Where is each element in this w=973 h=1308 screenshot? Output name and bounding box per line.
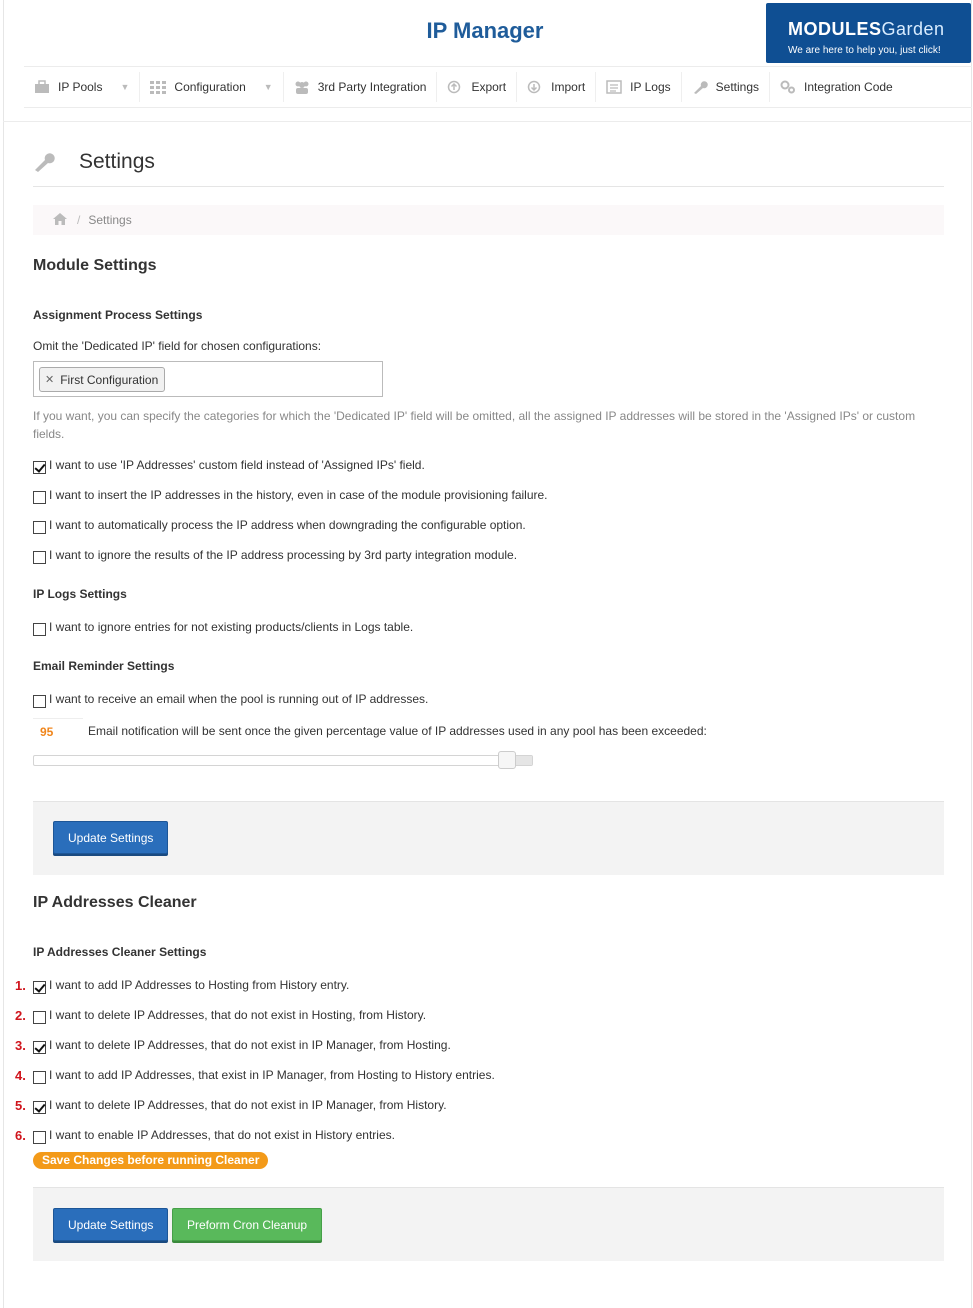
module-settings-heading: Module Settings [33,257,157,274]
main-nav [24,66,972,108]
percentage-label: Email notification will be sent once the given percentage value of IP addresses used in any pool has been exceeded: [88,724,707,738]
checkbox[interactable] [33,623,46,636]
update-settings-button[interactable]: Update Settings [53,821,168,854]
nav-configuration[interactable]: Configuration ▼ [140,72,283,102]
cleaner-actions [33,1187,944,1261]
export-icon [447,80,463,94]
checkbox[interactable] [33,491,46,504]
email-reminder-heading: Email Reminder Settings [33,659,175,673]
chevron-down-icon: ▼ [120,82,130,92]
nav-ip-pools[interactable]: IP Pools ▼ [24,72,140,102]
module-settings-actions [33,801,944,875]
checkbox[interactable] [33,1131,46,1144]
checkbox[interactable] [33,695,46,708]
breadcrumb-current: Settings [88,213,132,227]
list-icon [606,80,622,94]
checkbox[interactable] [33,551,46,564]
nav-integration-code[interactable]: Integration Code [770,72,903,102]
percentage-slider[interactable] [33,755,533,766]
slider-handle[interactable] [498,751,516,769]
slider-fill [516,756,532,765]
grid-icon [150,80,166,94]
cron-cleanup-button[interactable]: Preform Cron Cleanup [172,1208,322,1241]
nav-ip-logs[interactable]: IP Logs [596,72,681,102]
nav-export[interactable]: Export [437,72,517,102]
logo-wordmark: MODULESGarden [788,19,945,39]
checkbox[interactable] [33,981,46,994]
import-icon [527,80,543,94]
check-ignore-3rd-party-results[interactable]: I want to ignore the results of the IP address processing by 3rd party integration module. [33,546,517,564]
nav-3rd-party-integration[interactable]: 3rd Party Integration [284,72,438,102]
step-number: 5. [15,1098,26,1113]
page-title: Settings [79,150,155,173]
app-title: IP Manager [426,18,544,43]
cleaner-update-settings-button[interactable]: Update Settings [53,1208,168,1241]
cogs-icon [780,80,796,94]
warning-badge: Save Changes before running Cleaner [33,1152,268,1169]
step-number: 3. [15,1038,26,1053]
pools-icon [34,80,50,94]
check-cleaner-3[interactable]: I want to delete IP Addresses, that do not exist in IP Manager, from Hosting. [33,1036,451,1054]
check-cleaner-1[interactable]: I want to add IP Addresses to Hosting from History entry. [33,976,349,994]
breadcrumb: / Settings [33,205,944,235]
users-icon [294,80,310,94]
ip-cleaner-heading: IP Addresses Cleaner [33,894,197,911]
checkbox[interactable] [33,521,46,534]
check-email-pool-running-out[interactable]: I want to receive an email when the pool is running out of IP addresses. [33,690,428,708]
check-cleaner-4[interactable]: I want to add IP Addresses, that exist in IP Manager, from Hosting to History entries. [33,1066,495,1084]
check-ignore-nonexistent-entries[interactable]: I want to ignore entries for not existing products/clients in Logs table. [33,618,413,636]
check-insert-history-on-failure[interactable]: I want to insert the IP addresses in the history, even in case of the module provisioning failure. [33,486,548,504]
check-process-on-downgrade[interactable]: I want to automatically process the IP address when downgrading the configurable option. [33,516,526,534]
checkbox[interactable] [33,1071,46,1084]
assignment-settings-heading: Assignment Process Settings [33,308,203,322]
configurations-multiselect[interactable] [33,361,383,397]
omit-field-label: Omit the 'Dedicated IP' field for chosen configurations: [33,339,322,353]
checkbox[interactable] [33,1011,46,1024]
help-text: If you want, you can specify the categories for which the 'Dedicated IP' field will be omitted, all the assigned IP addresses will be stored in the 'Assigned IPs' or custom fields. [33,409,916,441]
header-divider [3,121,972,122]
logo-tagline: We are here to help you, just click! [788,45,941,56]
wrench-icon [33,150,55,172]
check-use-ip-addresses-field[interactable]: I want to use 'IP Addresses' custom field instead of 'Assigned IPs' field. [33,456,425,474]
wrench-icon [692,80,708,94]
percentage-input[interactable]: 95 [33,718,83,744]
check-cleaner-2[interactable]: I want to delete IP Addresses, that do not exist in Hosting, from History. [33,1006,426,1024]
step-number: 6. [15,1128,26,1143]
checkbox[interactable] [33,1101,46,1114]
ip-cleaner-settings-heading: IP Addresses Cleaner Settings [33,945,207,959]
check-cleaner-5[interactable]: I want to delete IP Addresses, that do not exist in IP Manager, from History. [33,1096,447,1114]
checkbox[interactable] [33,1041,46,1054]
nav-import[interactable]: Import [517,72,596,102]
checkbox[interactable] [33,461,46,474]
page-header [33,148,944,187]
home-icon[interactable] [53,213,67,228]
nav-settings[interactable]: Settings [682,72,770,102]
chevron-down-icon: ▼ [263,82,273,92]
ip-logs-settings-heading: IP Logs Settings [33,587,127,601]
check-cleaner-6[interactable]: I want to enable IP Addresses, that do not exist in History entries. [33,1126,395,1144]
remove-tag-icon[interactable]: ✕ [45,374,55,386]
step-number: 4. [15,1068,26,1083]
modulesgarden-logo[interactable] [766,3,971,63]
step-number: 2. [15,1008,26,1023]
selected-tag: ✕ First Configuration [39,367,165,392]
step-number: 1. [15,978,26,993]
